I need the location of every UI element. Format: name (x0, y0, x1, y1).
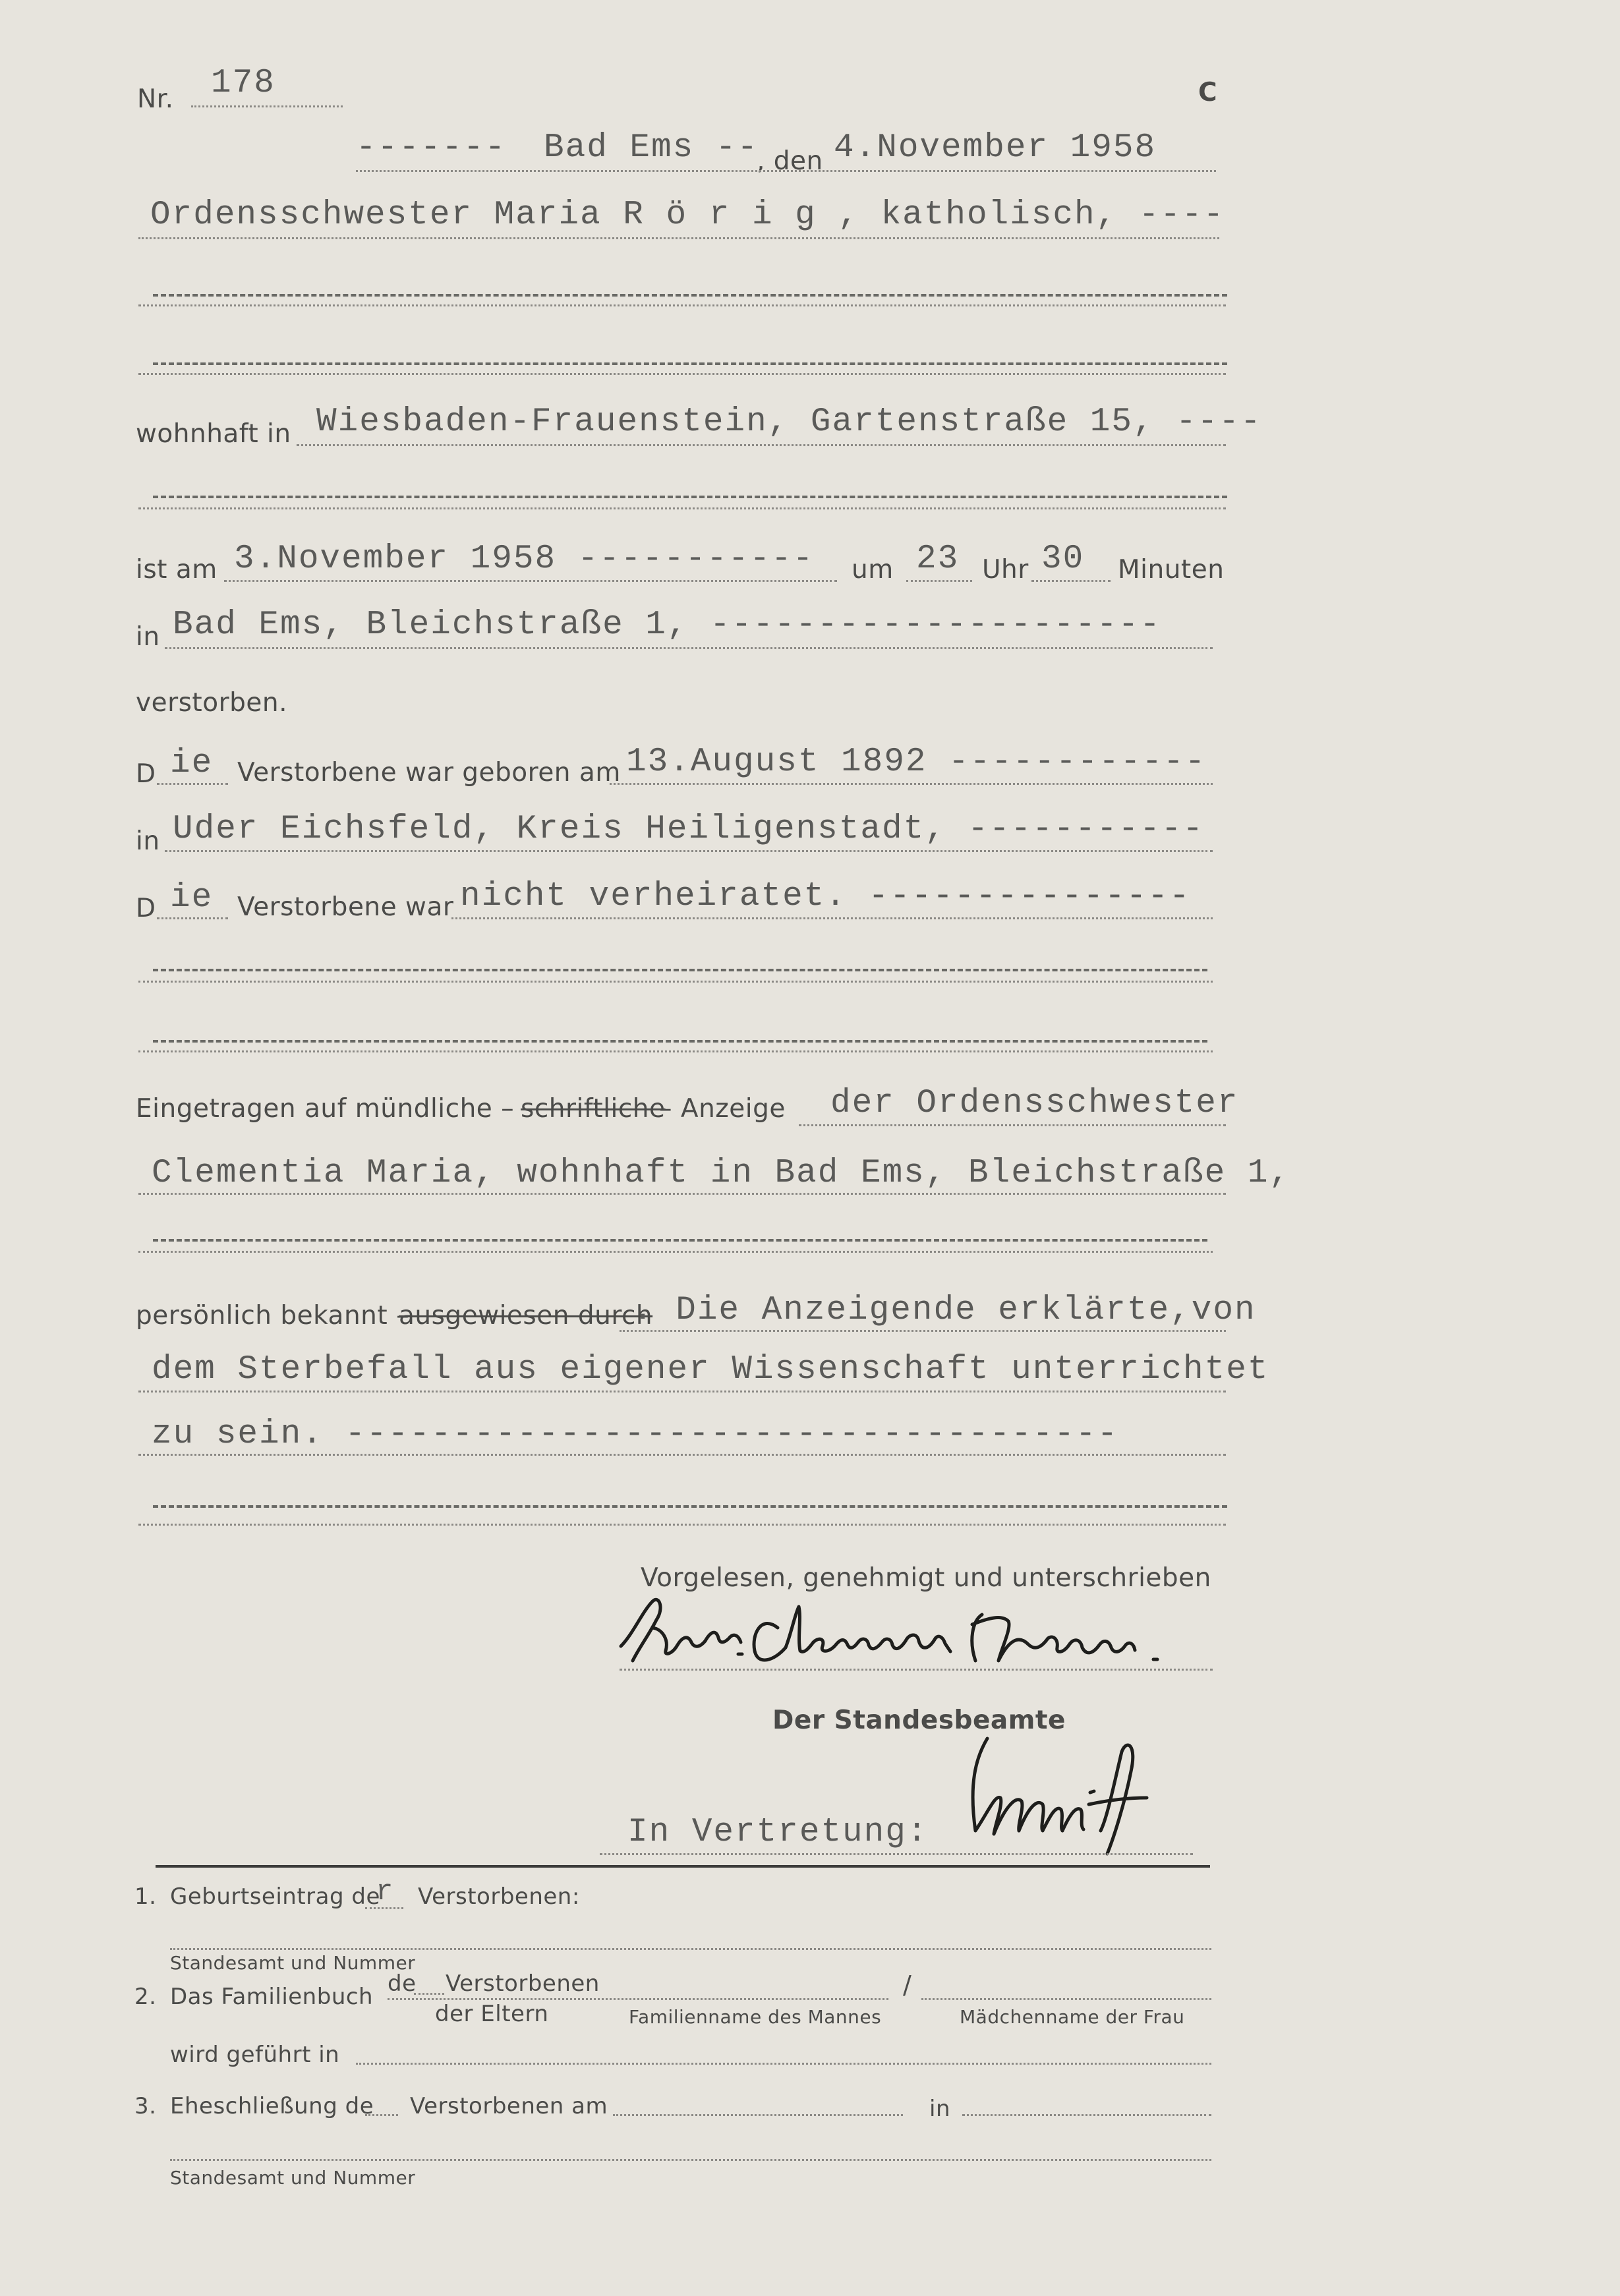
schriftliche-struck: schriftliche (521, 1094, 666, 1124)
note-1-label-b: Verstorbenen: (418, 1883, 580, 1910)
d-fill: ie (170, 745, 214, 782)
d-label: D (136, 759, 156, 789)
informant-line-2: Clementia Maria, wohnhaft in Bad Ems, Bleichstraße 1, (152, 1155, 1291, 1192)
note-1-fill-line (365, 1907, 403, 1909)
informant-line-3: . Die Anzeigende erklärte,von (633, 1292, 1256, 1329)
anzeige-label: – Anzeige (659, 1094, 786, 1124)
d-fill-line (157, 783, 228, 785)
birth-place: Uder Eichsfeld, Kreis Heiligenstadt, ----------- (173, 811, 1205, 848)
note-1-line (170, 1948, 1211, 1950)
informant-line-2-rule (138, 1193, 1226, 1195)
official-signature-line (600, 1853, 1193, 1855)
nr-line (191, 105, 343, 107)
bekannt-label: persönlich bekannt – (136, 1301, 410, 1331)
standesbeamte-label: Der Standesbeamte (772, 1706, 1066, 1735)
fill-line-2 (138, 373, 1226, 375)
note-2-label: Das Familienbuch (170, 1984, 374, 2010)
hour-line (906, 580, 972, 582)
maedchenname-label: Mädchenname der Frau (960, 2006, 1185, 2028)
fill-line-7 (138, 1524, 1226, 1526)
verstorben-label: verstorben. (136, 688, 287, 718)
death-place: Bad Ems, Bleichstraße 1, --------------------- (173, 606, 1161, 644)
note-2-number: 2. (134, 1984, 157, 2010)
gefuehrt-label: wird geführt in (170, 2042, 340, 2068)
note-2-de: de (388, 1970, 417, 1997)
death-hour: 23 (916, 540, 960, 578)
minutes-line (1031, 580, 1111, 582)
note-2-slash: / (903, 1970, 912, 1999)
informant-signature (613, 1588, 1219, 1680)
birth-place-line (165, 850, 1213, 852)
note-1-number: 1. (134, 1883, 157, 1910)
death-date-line (224, 580, 837, 582)
deceased-name: Ordensschwester Maria R ö r i g , katholisch, ---- (150, 196, 1225, 234)
fill-dashes-3 (153, 496, 1227, 498)
note-3-date-line (613, 2114, 903, 2116)
note-3-label-b: Verstorbenen am (410, 2093, 608, 2119)
ist-am-label: ist am (136, 555, 217, 585)
marital-status: nicht verheiratet. --------------- (460, 878, 1191, 915)
place-value: Bad Ems -- (544, 129, 759, 167)
note-3-number: 3. (134, 2093, 157, 2119)
informant-line-3-rule (620, 1330, 1226, 1332)
fill-line-1 (138, 304, 1226, 306)
d2-fill: ie (170, 879, 214, 917)
vertretung-label: In Vertretung: (627, 1814, 929, 1851)
wohnhaft-value: Wiesbaden-Frauenstein, Gartenstraße 15, ---- (316, 403, 1262, 441)
status-line (451, 917, 1213, 919)
verheiratet-label: Verstorbene war (237, 892, 454, 922)
nr-value: 178 (211, 65, 275, 102)
name-line (138, 237, 1219, 239)
geboren-label: Verstorbene war geboren am (237, 758, 621, 788)
note-3-in: in (929, 2096, 950, 2122)
fill-dashes-6 (153, 1239, 1207, 1242)
fill-dashes-1 (153, 294, 1227, 297)
death-date: 3.November 1958 ----------- (234, 540, 815, 578)
birth-date-line (610, 783, 1213, 785)
informant-line-1-rule (799, 1124, 1226, 1126)
official-signature (949, 1732, 1186, 1857)
note-2-verstorbenen: Verstorbenen (446, 1970, 600, 1997)
fill-dashes-7 (153, 1505, 1227, 1508)
fill-dashes-5 (153, 1040, 1207, 1043)
death-in-label: in (136, 622, 160, 652)
gefuehrt-line (356, 2063, 1211, 2065)
note-3-line (170, 2159, 1211, 2161)
place-dashes: ------- (356, 129, 507, 167)
note-3-place-line (962, 2114, 1211, 2116)
informant-line-4-rule (138, 1391, 1226, 1392)
informant-line-4: dem Sterbefall aus eigener Wissenschaft unterrichtet (152, 1351, 1269, 1389)
den-label: , den (757, 146, 823, 176)
uhr-label: Uhr (982, 555, 1029, 585)
note-3-label: Eheschließung de (170, 2093, 374, 2119)
eingetragen-label: Eingetragen auf mündliche – (136, 1094, 515, 1124)
date-line (356, 170, 1216, 172)
note-1-fill: r (376, 1876, 395, 1909)
d2-fill-line (157, 917, 228, 919)
standesamt-1-label: Standesamt und Nummer (170, 1952, 416, 1974)
form-letter: C (1198, 78, 1218, 107)
fill-line-4 (138, 981, 1213, 983)
note-3-fill-line (365, 2114, 398, 2116)
informant-signature-line (620, 1669, 1213, 1671)
note-2-eltern: der Eltern (435, 2001, 549, 2027)
fill-line-5 (138, 1050, 1213, 1052)
standesamt-2-label: Standesamt und Nummer (170, 2167, 416, 2189)
fill-dashes-2 (153, 362, 1227, 365)
wohnhaft-line (297, 444, 1226, 446)
note-2-line-b (921, 1998, 1211, 2000)
death-place-line (165, 647, 1213, 649)
informant-line-1: der Ordensschwester (830, 1085, 1239, 1122)
note-2-de-line (414, 1993, 444, 1995)
birth-date: 13.August 1892 ------------ (626, 743, 1207, 781)
informant-line-5-rule (138, 1454, 1226, 1456)
um-label: um (852, 555, 894, 585)
vorgelesen-label: Vorgelesen, genehmigt und unterschrieben (641, 1563, 1211, 1593)
fill-line-6 (138, 1251, 1213, 1253)
minuten-label: Minuten (1118, 555, 1225, 585)
note-1-label: Geburtseintrag de (170, 1883, 380, 1910)
date-value: 4.November 1958 (834, 129, 1157, 167)
wohnhaft-label: wohnhaft in (136, 419, 291, 449)
nr-label: Nr. (137, 84, 174, 114)
d2-label: D (136, 894, 156, 923)
fill-dashes-4 (153, 969, 1207, 971)
informant-line-5: zu sein. ------------------------------------ (152, 1416, 1119, 1453)
section-divider (156, 1865, 1210, 1868)
fill-line-3 (138, 507, 1226, 509)
note-2-line (388, 1998, 888, 2000)
familienname-label: Familienname des Mannes (629, 2006, 882, 2028)
ausgewiesen-struck: ausgewiesen durch (399, 1301, 653, 1331)
birth-in-label: in (136, 826, 160, 856)
death-minutes: 30 (1041, 540, 1085, 578)
